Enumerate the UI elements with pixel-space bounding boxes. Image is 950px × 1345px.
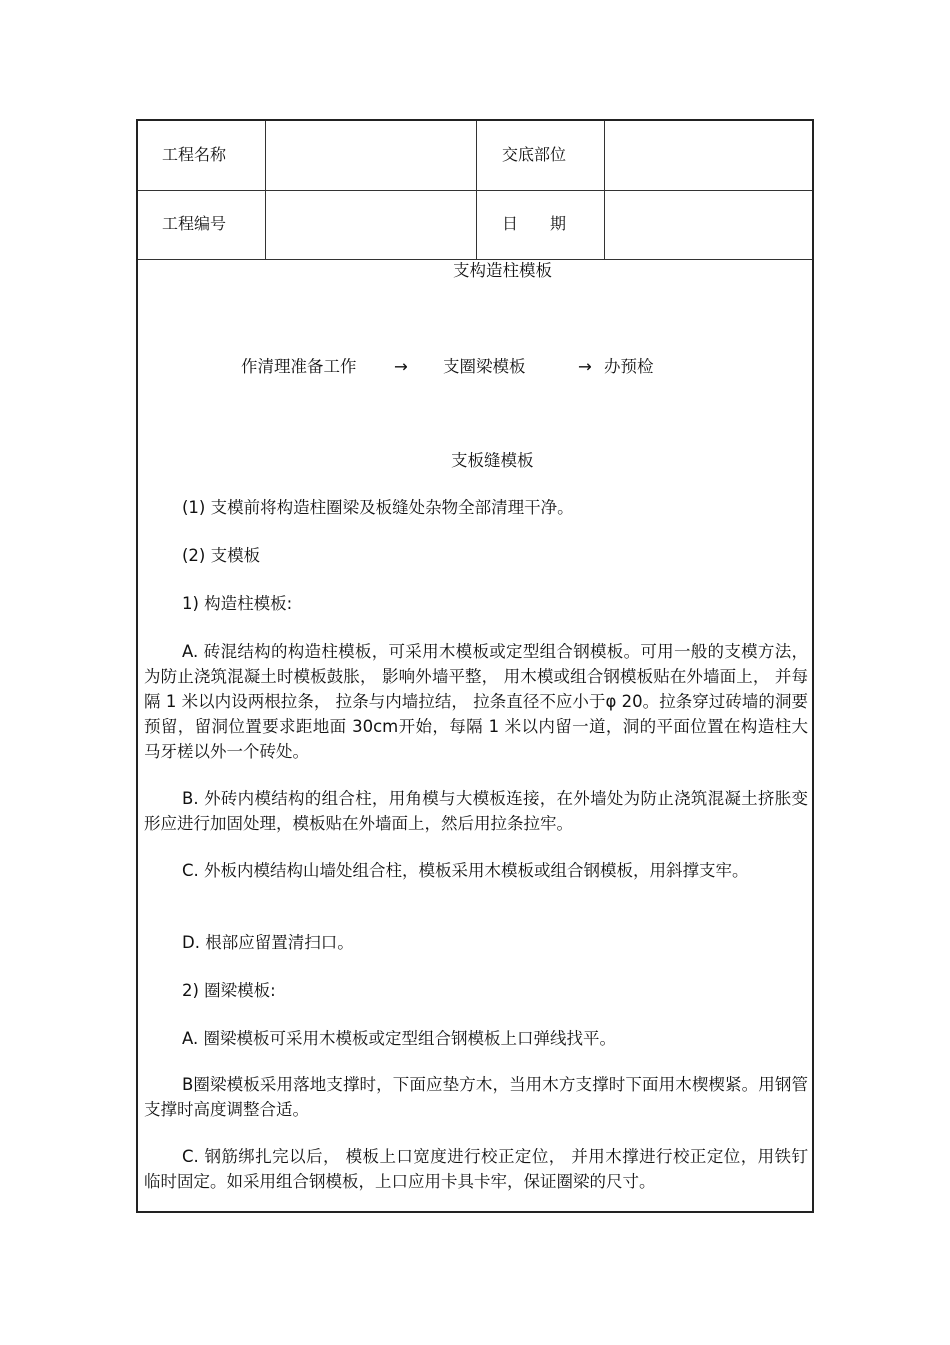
header-col-divider-1	[265, 121, 266, 259]
paragraph-6: C. 外板内模结构山墙处组合柱，模板采用木模板或组合钢模板，用斜撑支牢。	[182, 861, 749, 880]
paragraph-9: A. 圈梁模板可采用木模板或定型组合钢模板上口弹线找平。	[182, 1029, 616, 1048]
project-no-value[interactable]	[278, 214, 463, 234]
handover-form	[136, 119, 814, 1213]
flow-bottom-step: 支板缝模板	[451, 451, 534, 470]
flow-step-3: 办预检	[604, 357, 654, 376]
paragraph-4: A. 砖混结构的构造柱模板，可采用木模板或定型组合钢模板。可用一般的支模方法， 为防止浇筑混凝土时模板鼓胀， 影响外墙平整， 用木模或组合钢模板贴在外墙面上， 并每隔 1 米以内设两根拉条， 拉条与内墙拉结， 拉条直径不应小于φ 20。拉条穿过砖墙的洞要预留，留洞位置要求距地面 30cm开始，每隔 1 米以内留一道，洞的平面位置在构造柱大马牙槎以外一个砖处。	[144, 642, 808, 761]
header-row-divider	[138, 190, 812, 191]
project-name-value[interactable]	[278, 145, 463, 165]
flow-step-1: 作清理准备工作	[241, 357, 357, 376]
paragraph-1: (1) 支模前将构造柱圈梁及板缝处杂物全部清理干净。	[182, 498, 574, 517]
handover-part-label: 交底部位	[502, 145, 567, 164]
paragraph-11: C. 钢筋绑扎完以后， 模板上口宽度进行校正定位， 并用木撑进行校正定位，用铁钉临时固定。如采用组合钢模板，上口应用卡具卡牢，保证圈梁的尺寸。	[144, 1147, 808, 1191]
flow-arrow-2: →	[578, 357, 592, 376]
project-name-label: 工程名称	[162, 145, 227, 164]
paragraph-7: D. 根部应留置清扫口。	[182, 933, 354, 952]
flow-step-2: 支圈梁模板	[443, 357, 526, 376]
paragraph-2: (2) 支模板	[182, 546, 261, 565]
handover-part-value[interactable]	[616, 145, 801, 165]
paragraph-10: B圈梁模板采用落地支撑时，下面应垫方木，当用木方支撑时下面用木楔楔紧。用钢管支撑时高度调整合适。	[144, 1075, 808, 1119]
paragraph-3: 1) 构造柱模板:	[182, 594, 293, 613]
header-col-divider-2	[476, 121, 477, 259]
project-no-label: 工程编号	[162, 214, 227, 233]
paragraph-8: 2) 圈梁模板:	[182, 981, 276, 1000]
flow-arrow-1: →	[394, 357, 408, 376]
date-label: 日 期	[502, 214, 567, 233]
date-value[interactable]	[616, 214, 801, 234]
paragraph-5: B. 外砖内模结构的组合柱，用角模与大模板连接，在外墙处为防止浇筑混凝土挤胀变形应进行加固处理，模板贴在外墙面上，然后用拉条拉牢。	[144, 789, 808, 833]
flow-top-step: 支构造柱模板	[453, 261, 552, 280]
header-col-divider-3	[604, 121, 605, 259]
header-bottom-divider	[138, 259, 812, 260]
